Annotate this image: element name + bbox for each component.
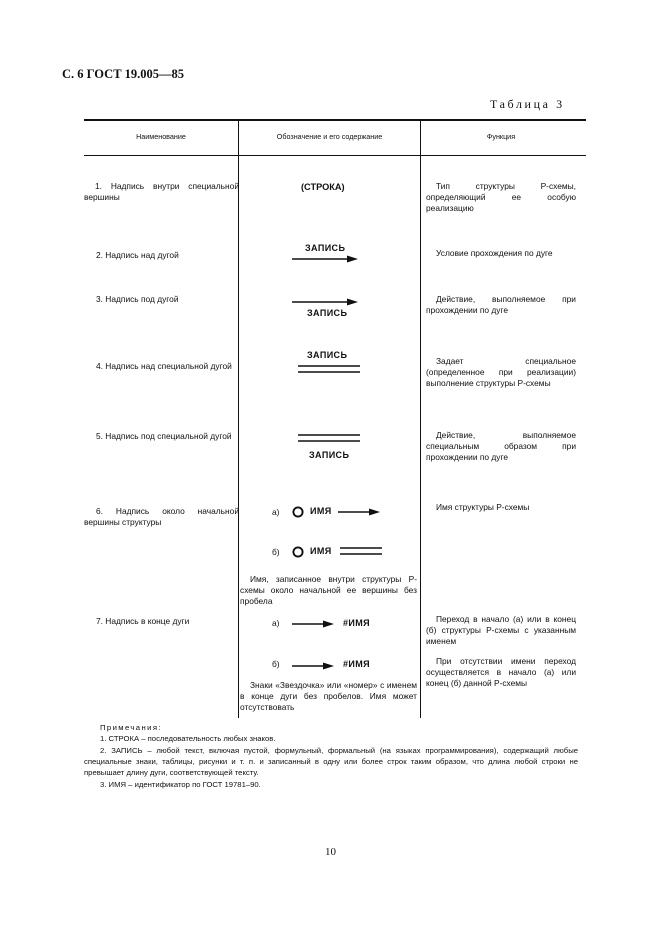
start-vertex-circle-icon <box>292 546 304 558</box>
row-7-description: Знаки «Звездочка» или «номер» с именем в конце дуги без пробелов. Имя может отсутствовать <box>240 680 417 712</box>
row-7-item-a-label: а) <box>272 618 280 628</box>
arrow-right-icon <box>292 619 338 629</box>
page-number: 10 <box>325 846 336 858</box>
row-2-function: Условие прохождения по дуге <box>436 248 553 258</box>
table-top-rule <box>84 119 586 121</box>
special-arc-double-line-icon <box>298 433 362 443</box>
arrow-right-icon <box>292 297 362 307</box>
page-header-reference: С. 6 ГОСТ 19.005—85 <box>62 67 185 81</box>
row-3-name: 3. Надпись под дугой <box>96 294 179 304</box>
row-6-item-b-label: б) <box>272 547 280 557</box>
column-header-function: Функция <box>486 132 516 141</box>
row-3-function: Действие, выполняемое при прохождении по дуге <box>426 294 576 315</box>
row-1-function: Тип структуры Р-схемы, определяющий ее особую реализацию <box>426 181 576 213</box>
row-2-name: 2. Надпись над дугой <box>96 250 179 260</box>
table-label: Таблица 3 <box>490 97 565 111</box>
row-5-name: 5. Надпись под специальной дугой <box>96 431 232 441</box>
row-4-symbol: ЗАПИСЬ <box>307 350 348 360</box>
arrow-right-icon <box>292 661 338 671</box>
notes-title: Примечания: <box>100 723 162 732</box>
note-2: 2. ЗАПИСЬ – любой текст, включая пустой, формульный, формальный (на языках программирования), содержащий любые специальные знаки, таблицы, рисунки и т. п. и записанный в одну или более строк таким образом, что длина любой строки не превышает длину дуги, соответствующей тексту. <box>84 746 578 778</box>
row-4-name: 4. Надпись над специальной дугой <box>96 361 232 371</box>
row-7-function: Переход в начало (а) или в конец (б) структуры Р-схемы с указанным именем <box>426 614 576 646</box>
row-7-item-b-label: б) <box>272 659 280 669</box>
arrow-right-icon <box>338 507 384 517</box>
column-header-name: Наименование <box>136 132 186 141</box>
column-divider-2 <box>420 119 421 718</box>
row-6-symbol-b: ИМЯ <box>310 546 332 556</box>
row-7-symbol-a: #ИМЯ <box>343 618 371 628</box>
row-2-symbol: ЗАПИСЬ <box>305 243 346 253</box>
arrow-right-icon <box>292 254 362 264</box>
row-1-symbol: (СТРОКА) <box>301 182 345 192</box>
start-vertex-circle-icon <box>292 506 304 518</box>
row-5-function: Действие, выполняемое специальным образом при прохождении по дуге <box>426 430 576 462</box>
row-4-function: Задает специальное (определенное при реализации) выполнение структуры Р-схемы <box>426 356 576 388</box>
row-7-symbol-b: #ИМЯ <box>343 659 371 669</box>
row-7-name: 7. Надпись в конце дуги <box>96 616 190 626</box>
row-1-name: 1. Надпись внутри специальной вершины <box>84 181 239 202</box>
note-3: 3. ИМЯ – идентификатор по ГОСТ 19781–90. <box>100 780 261 789</box>
column-divider-1 <box>238 119 239 718</box>
row-5-symbol: ЗАПИСЬ <box>309 450 350 460</box>
row-6-description: Имя, записанное внутри структуры Р-схемы около начальной ее вершины без пробела <box>240 574 417 606</box>
note-1: 1. СТРОКА – последовательность любых знаков. <box>100 734 276 743</box>
row-6-symbol-a: ИМЯ <box>310 506 332 516</box>
row-7-function-2: При отсутствии имени переход осуществляется в начало (а) или конец (б) данной Р-схемы <box>426 656 576 688</box>
row-6-name: 6. Надпись около начальной вершины структуры <box>84 506 239 527</box>
special-arc-double-line-icon <box>340 546 384 556</box>
special-arc-double-line-icon <box>298 364 362 374</box>
table-header-rule <box>84 155 586 156</box>
column-header-symbol: Обозначение и его содержание <box>276 132 383 141</box>
row-3-symbol: ЗАПИСЬ <box>307 308 348 318</box>
row-6-function: Имя структуры Р-схемы <box>436 502 530 512</box>
row-6-item-a-label: а) <box>272 507 280 517</box>
